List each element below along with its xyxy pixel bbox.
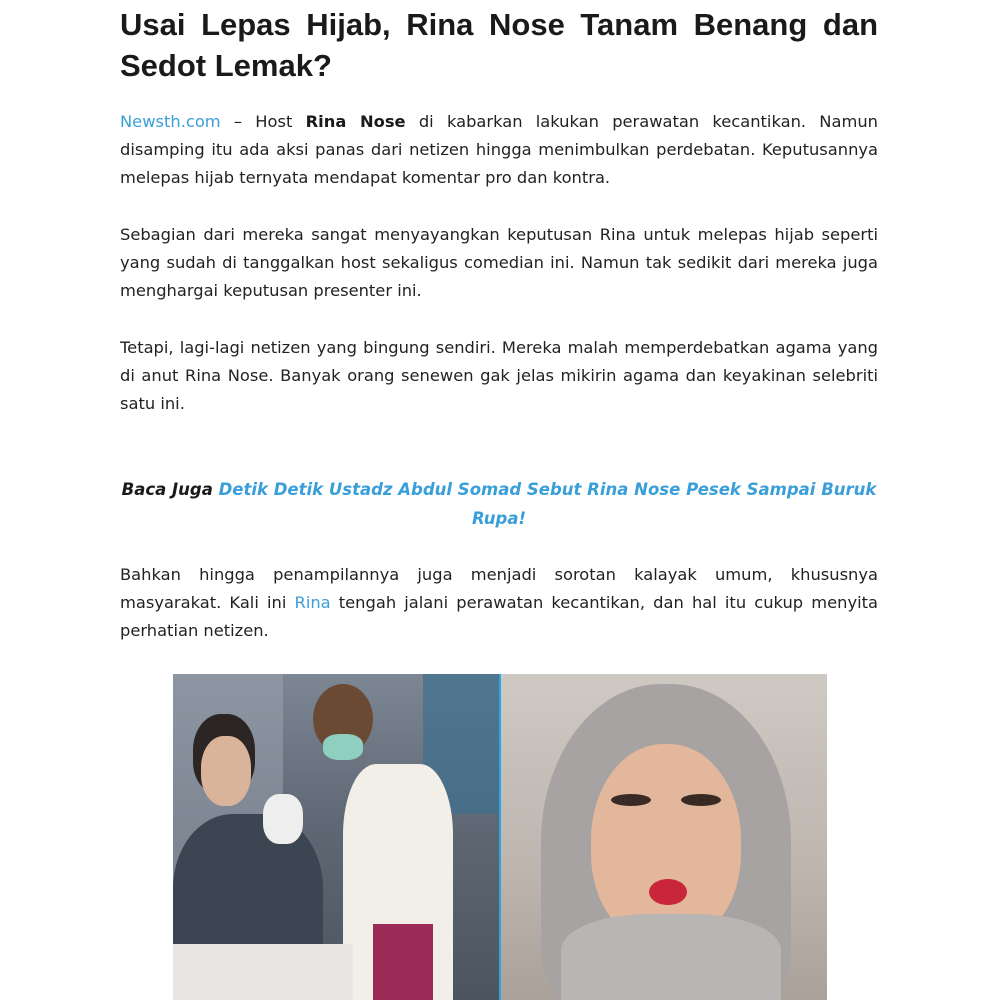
p4-after: tengah jalani perawatan kecantikan, dan hal itu cukup menyita perhatian netizen. — [120, 593, 878, 640]
paragraph-intro — [120, 108, 878, 192]
rina-link[interactable]: Rina — [294, 593, 331, 612]
article — [120, 0, 878, 645]
related-article-link[interactable]: Detik Detik Ustadz Abdul Somad Sebut Rina Nose Pesek Sampai Buruk Rupa! — [218, 480, 877, 528]
related-prefix: Baca Juga — [121, 480, 213, 499]
intro-lead: – Host — [220, 112, 306, 131]
photo-treatment — [173, 674, 499, 1000]
paragraph-3: Tetapi, lagi-lagi netizen yang bingung sendiri. Mereka malah memperdebatkan agama yang di anut Rina Nose. Banyak orang senewen gak jelas mikirin agama dan keyakinan selebriti satu ini. — [120, 338, 878, 413]
article-title: Usai Lepas Hijab, Rina Nose Tanam Benang dan Sedot Lemak? — [120, 7, 878, 83]
celebrity-name: Rina Nose — [305, 112, 406, 131]
photo-hijab — [501, 674, 827, 1000]
source-link[interactable]: Newsth.com — [120, 112, 221, 131]
article-image — [173, 674, 827, 1000]
p4-before: Bahkan hingga penampilannya juga menjadi sorotan kalayak umum, khususnya masyarakat. Kali ini — [120, 565, 878, 612]
related-article — [120, 475, 878, 533]
paragraph-2: Sebagian dari mereka sangat menyayangkan keputusan Rina untuk melepas hijab seperti yang sudah di tanggalkan host sekaligus comedian ini. Namun tak sedikit dari mereka juga menghargai keputusan presenter ini. — [120, 225, 878, 300]
intro-rest: di kabarkan lakukan perawatan kecantikan. Namun disamping itu ada aksi panas dari netizen hingga menimbulkan perdebatan. Keputusannya melepas hijab ternyata mendapat komentar pro dan kontra. — [120, 112, 878, 187]
paragraph-4 — [120, 561, 878, 645]
